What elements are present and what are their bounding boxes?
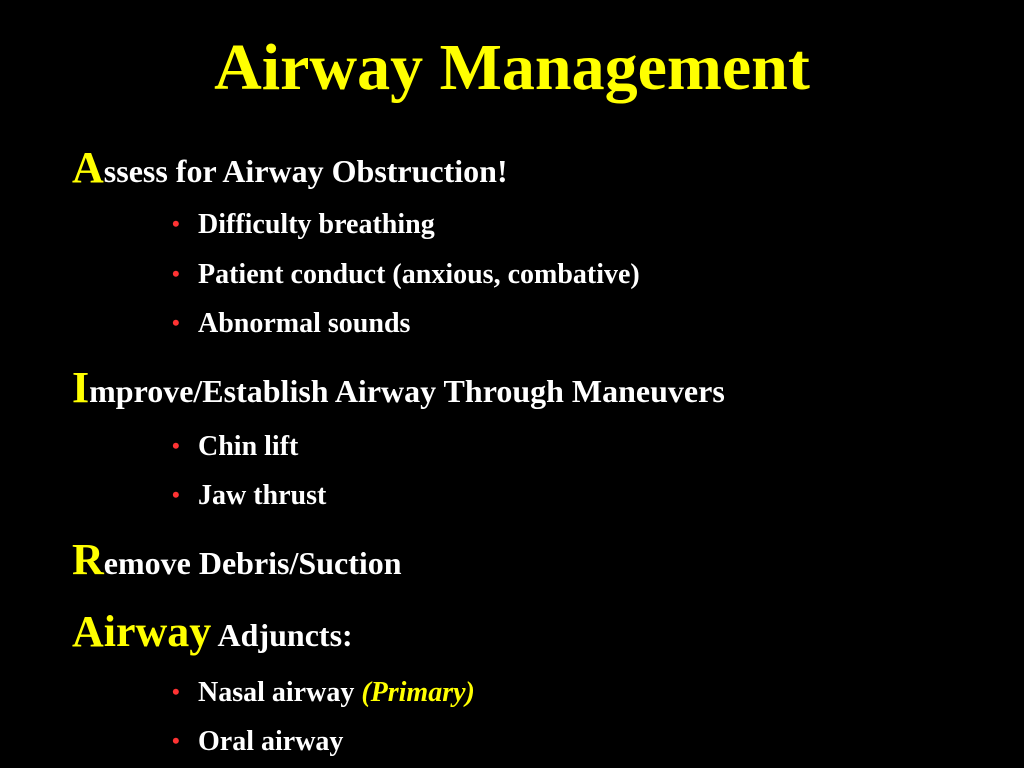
bullet-item xyxy=(172,477,326,514)
bullet-item xyxy=(172,723,343,760)
heading-text: emove Debris/Suction xyxy=(103,545,402,581)
bullet-text: Abnormal sounds xyxy=(198,308,411,339)
bullet-item xyxy=(172,674,475,711)
bullet-text: Chin lift xyxy=(198,431,299,462)
section-heading-improve xyxy=(72,363,725,413)
bullet-dot-icon: • xyxy=(172,728,180,753)
heading-lead-letter: A xyxy=(72,143,104,192)
section-heading-assess xyxy=(72,143,508,193)
bullet-dot-icon: • xyxy=(172,261,180,286)
heading-lead-word: Airway xyxy=(72,607,212,656)
bullet-text: Nasal airway xyxy=(198,677,362,708)
heading-text: Adjuncts: xyxy=(211,617,353,653)
bullet-accent-text: (Primary) xyxy=(361,677,475,708)
bullet-text: Oral airway xyxy=(198,726,344,757)
section-heading-remove xyxy=(72,535,402,585)
bullet-text: Difficulty breathing xyxy=(198,209,435,240)
bullet-item xyxy=(172,206,435,243)
section-heading-airway-adjuncts xyxy=(72,607,353,657)
bullet-item xyxy=(172,256,640,293)
heading-lead-letter: R xyxy=(72,535,104,584)
bullet-item xyxy=(172,428,298,465)
slide-title: Airway Management xyxy=(214,31,810,104)
bullet-dot-icon: • xyxy=(172,211,180,236)
bullet-text: Jaw thrust xyxy=(198,480,327,511)
heading-text: ssess for Airway Obstruction! xyxy=(103,153,508,189)
heading-text: mprove/Establish Airway Through Maneuvers xyxy=(89,373,725,409)
bullet-dot-icon: • xyxy=(172,482,180,507)
bullet-dot-icon: • xyxy=(172,310,180,335)
bullet-dot-icon: • xyxy=(172,679,180,704)
bullet-item xyxy=(172,305,410,342)
bullet-dot-icon: • xyxy=(172,433,180,458)
heading-lead-letter: I xyxy=(72,363,90,412)
bullet-text: Patient conduct (anxious, combative) xyxy=(198,259,640,290)
